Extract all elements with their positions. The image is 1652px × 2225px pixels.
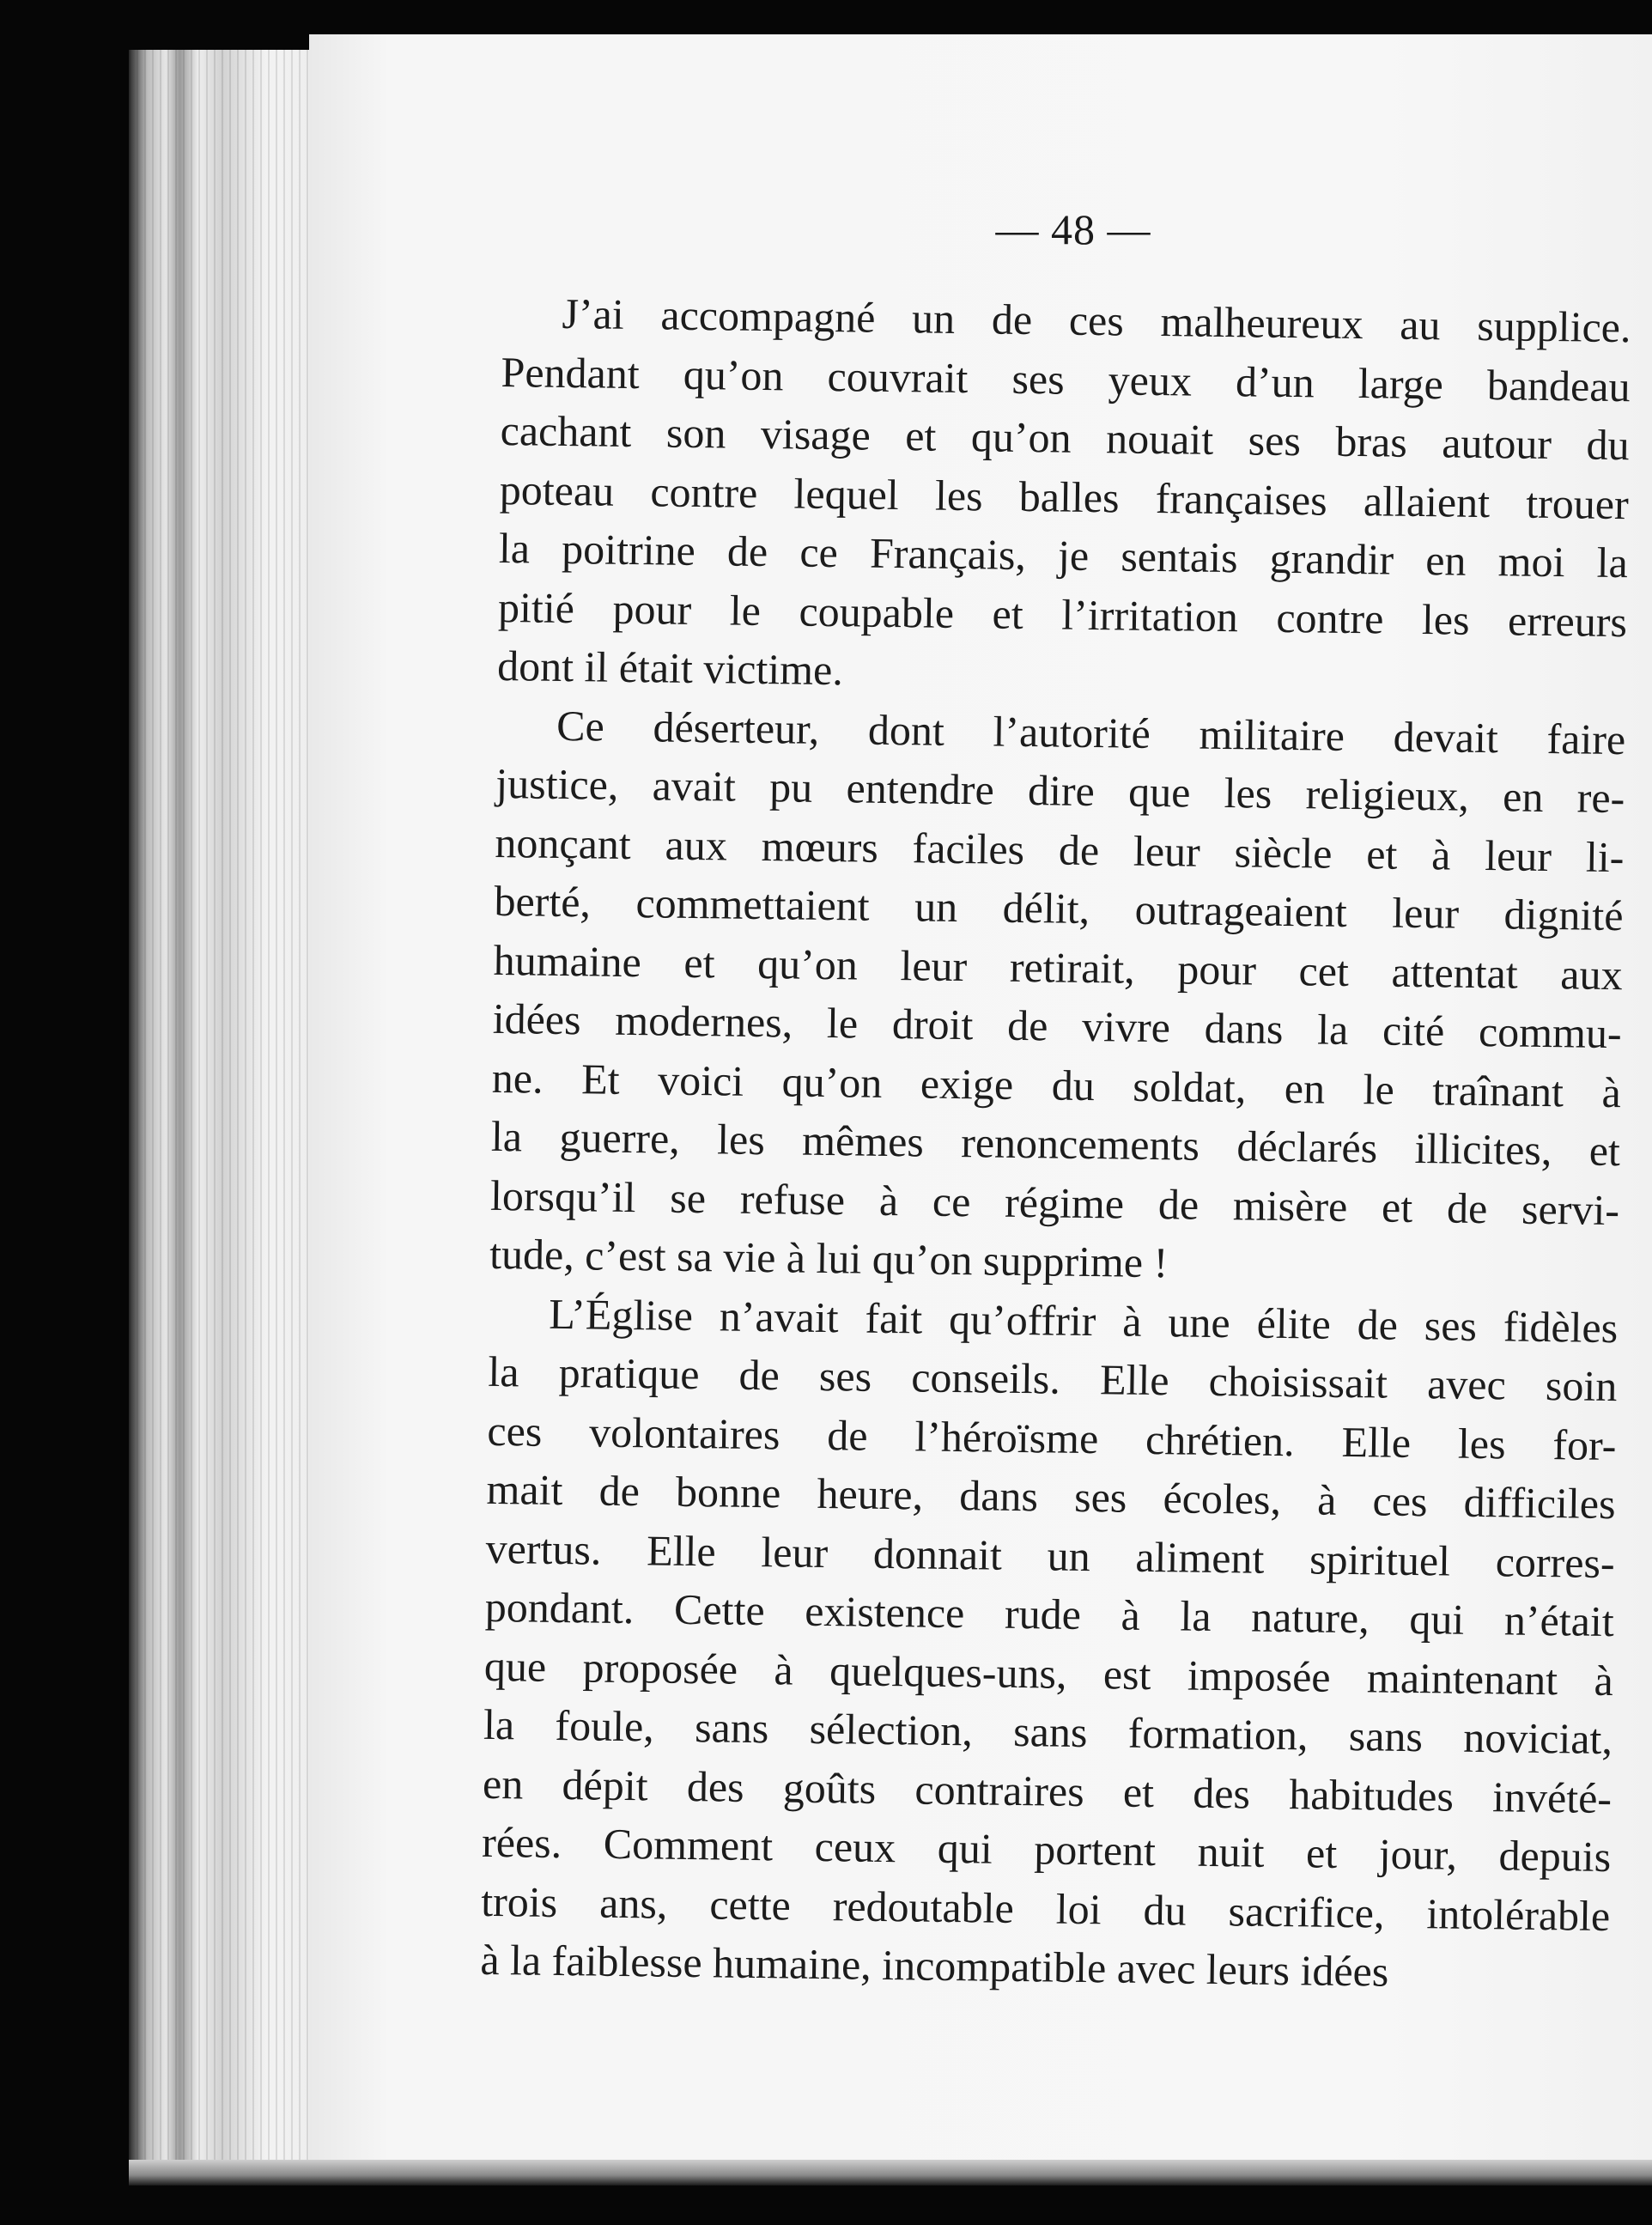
text-line: cachant son visage et qu’on nouait ses bras autour du [500, 405, 1631, 470]
text-line: la guerre, les mêmes renoncements déclarés illicites, et [490, 1111, 1621, 1176]
text-line: poteau contre lequel les balles françaises allaient trouer [499, 465, 1630, 528]
paragraph [480, 1283, 1619, 2003]
text-line: pitié pour le coupable et l’irritation contre les erreurs [497, 582, 1628, 646]
text-line: tude, c’est sa vie à lui qu’on supprime ! [489, 1229, 1169, 1287]
text-line: ces volontaires de l’héroïsme chrétien. Elle les for- [487, 1406, 1617, 1469]
paragraph [497, 283, 1631, 710]
text-line: ne. Et voici qu’on exige du soldat, en le traînant à [491, 1053, 1622, 1116]
text-line: à la faiblesse humaine, incompatible avec leurs idées [480, 1935, 1389, 1996]
page-number: — 48 — [995, 205, 1151, 253]
paragraph [489, 695, 1626, 1298]
text-line: la foule, sans sélection, sans formation, sans noviciat, [483, 1699, 1613, 1764]
text-line: humaine et qu’on leur retirait, pour cet attentat aux [493, 935, 1623, 999]
body-text [480, 283, 1631, 2004]
text-line: J’ai accompagné un de ces malheureux au supplice. [562, 289, 1631, 352]
text-line: idées modernes, le droit de vivre dans la cité commu- [492, 994, 1623, 1058]
text-line: la pratique de ses conseils. Elle choisissait avec soin [488, 1347, 1618, 1411]
text-line: mait de bonne heure, dans ses écoles, à ces difficiles [486, 1464, 1616, 1529]
text-line: justice, avait pu entendre dire que les religieux, en re- [495, 758, 1625, 823]
text-line: berté, commettaient un délit, outrageaient leur dignité [494, 876, 1624, 940]
page-bottom-edge [129, 2160, 1652, 2185]
text-line: L’Église n’avait fait qu’offrir à une élite de ses fidèles [548, 1289, 1619, 1352]
text-line: pondant. Cette existence rude à la nature, qui n’était [484, 1582, 1615, 1646]
text-line: dont il était victime. [496, 641, 844, 695]
text-line: lorsqu’il se refuse à ce régime de misère et de servi- [489, 1170, 1620, 1234]
text-line: la poitrine de ce Français, je sentais grandir en moi la [498, 523, 1629, 587]
text-line: trois ans, cette redoutable loi du sacrifice, intolérable [480, 1876, 1611, 1940]
text-line: que proposée à quelques-uns, est imposée maintenant à [483, 1641, 1614, 1705]
text-line: Pendant qu’on couvrait ses yeux d’un large bandeau [501, 347, 1631, 410]
text-line: vertus. Elle leur donnait un aliment spirituel corres- [485, 1523, 1615, 1587]
text-line: rées. Comment ceux qui portent nuit et jour, depuis [481, 1817, 1612, 1882]
text-line: en dépit des goûts contraires et des habitudes invété- [482, 1759, 1613, 1822]
text-line: nonçant aux mœurs faciles de leur siècle et à leur li- [495, 818, 1625, 881]
text-line: Ce déserteur, dont l’autorité militaire devait faire [556, 701, 1626, 763]
